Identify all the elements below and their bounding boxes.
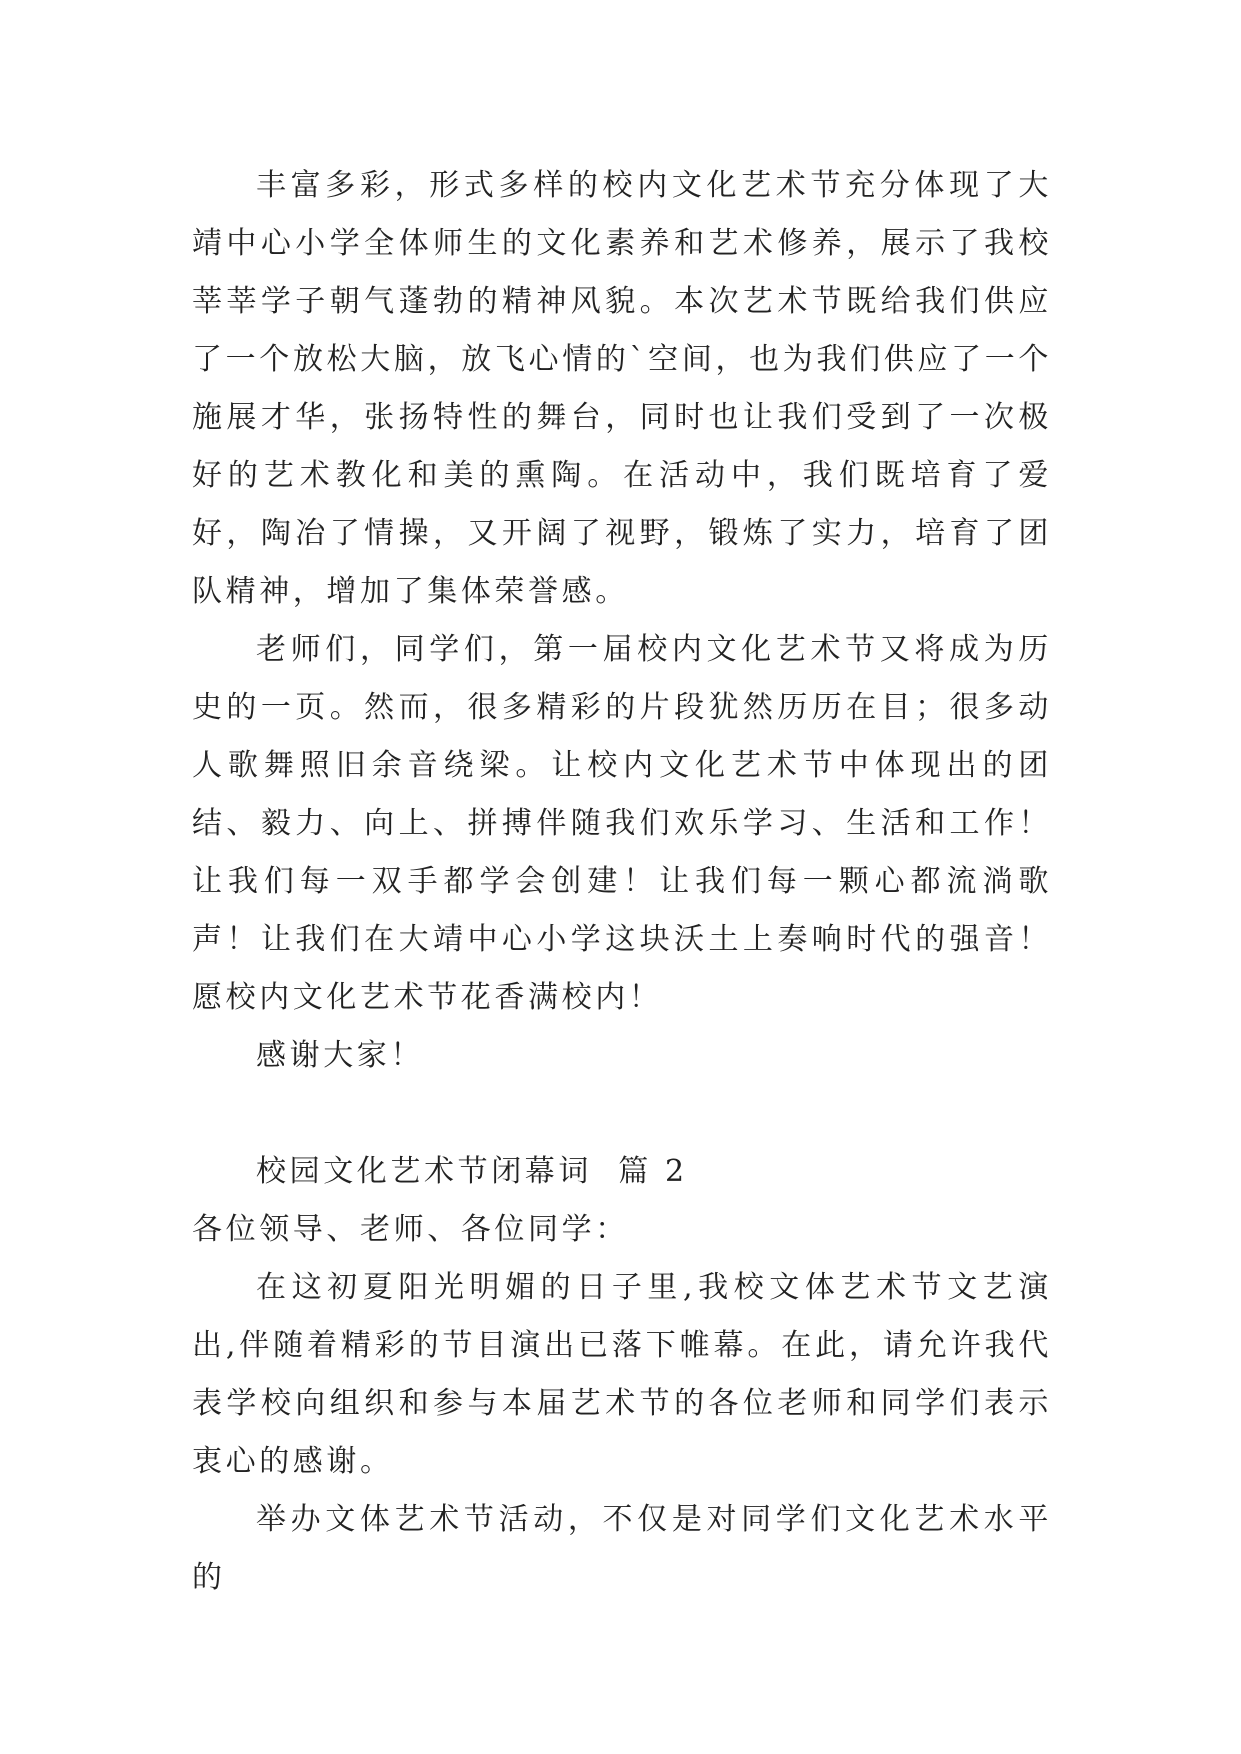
section-spacer bbox=[192, 1085, 1052, 1143]
body-paragraph: 丰富多彩，形式多样的校内文化艺术节充分体现了大靖中心小学全体师生的文化素养和艺术修养，展示了我校莘莘学子朝气蓬勃的精神风貌。本次艺术节既给我们供应了一个放松大脑，放飞心情的`空间，也为我们供应了一个施展才华，张扬特性的舞台，同时也让我们受到了一次极好的艺术教化和美的熏陶。在活动中，我们既培育了爱好，陶冶了情操，又开阔了视野，锻炼了实力，培育了团队精神，增加了集体荣誉感。 bbox=[192, 168, 1052, 609]
closing-thanks: 感谢大家！ bbox=[256, 1038, 424, 1073]
salutation: 各位领导、老师、各位同学： bbox=[192, 1212, 629, 1247]
section-heading: 校园文化艺术节闭幕词 篇 2 bbox=[256, 1154, 688, 1189]
body-paragraph: 在这初夏阳光明媚的日子里,我校文体艺术节文艺演出,伴随着精彩的节目演出已落下帷幕。在此，请允许我代表学校向组织和参与本届艺术节的各位老师和同学们表示衷心的感谢。 bbox=[192, 1270, 1052, 1479]
document-body bbox=[192, 157, 1052, 1607]
body-paragraph: 举办文体艺术节活动，不仅是对同学们文化艺术水平的 bbox=[192, 1502, 1052, 1595]
body-paragraph: 老师们，同学们，第一届校内文化艺术节又将成为历史的一页。然而，很多精彩的片段犹然历历在目；很多动人歌舞照旧余音绕梁。让校内文化艺术节中体现出的团结、毅力、向上、拼搏伴随我们欢乐学习、生活和工作！让我们每一双手都学会创建！让我们每一颗心都流淌歌声！让我们在大靖中心小学这块沃土上奏响时代的强音！愿校内文化艺术节花香满校内！ bbox=[192, 632, 1052, 1015]
